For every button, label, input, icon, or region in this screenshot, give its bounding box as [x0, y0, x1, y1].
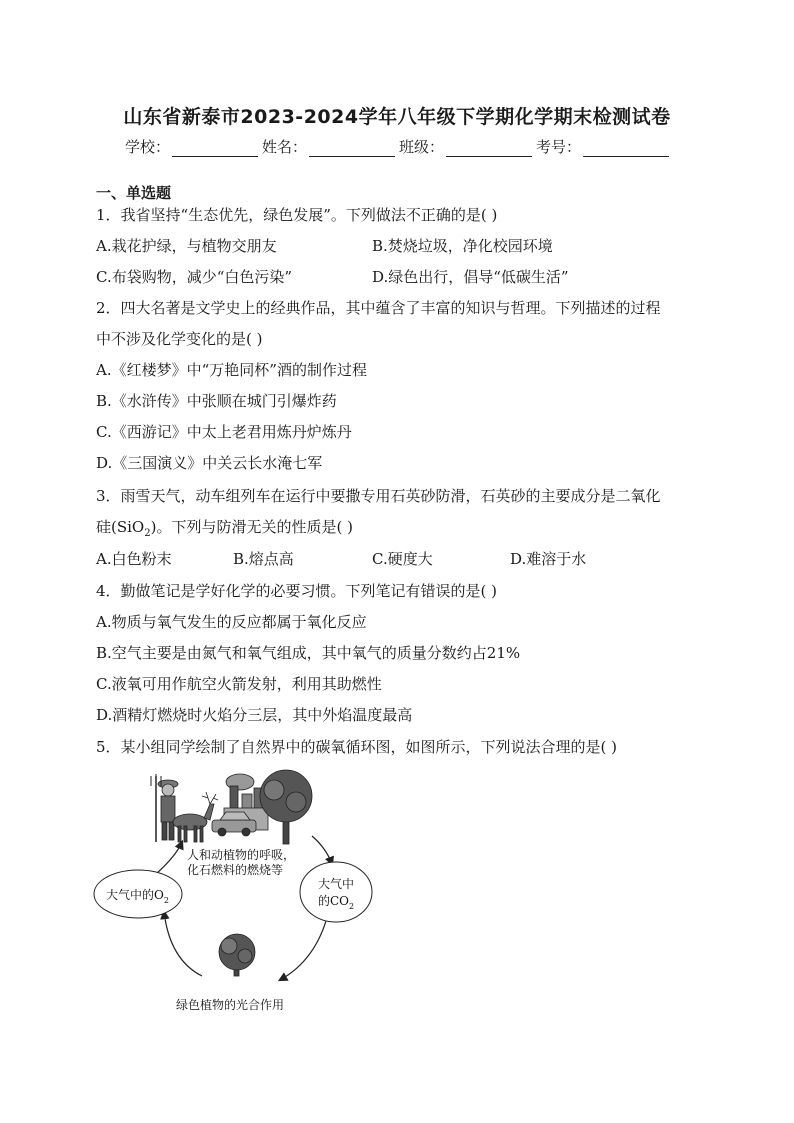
q1-option-a[interactable]: A.栽花护绿，与植物交朋友 — [96, 237, 277, 255]
arrow-o2-to-top — [156, 842, 182, 874]
tree-icon — [260, 770, 312, 844]
q1-option-b[interactable]: B.焚烧垃圾，净化校园环境 — [372, 237, 553, 255]
farmer-icon — [151, 774, 178, 842]
number-field[interactable]: 考号： — [536, 136, 669, 157]
deer-icon — [173, 792, 218, 842]
respiration-label-line2: 化石燃料的燃烧等 — [187, 863, 284, 877]
arrow-plant-to-o2 — [164, 912, 202, 976]
q1-option-d[interactable]: D.绿色出行，倡导“低碳生活” — [372, 268, 569, 286]
q2-option-a[interactable]: A.《红楼梦》中“万艳同杯”酒的制作过程 — [96, 361, 367, 379]
co2-label-line1: 大气中 — [318, 877, 355, 891]
section-heading: 一、单选题 — [96, 184, 172, 202]
q2-option-c[interactable]: C.《西游记》中太上老君用炼丹炉炼丹 — [96, 423, 352, 441]
q3-option-b[interactable]: B.熔点高 — [233, 550, 294, 568]
question-1-stem: 1．我省坚持“生态优先，绿色发展”。下列做法不正确的是( ) — [96, 206, 498, 224]
respiration-label-line1: 人和动植物的呼吸， — [187, 848, 296, 862]
school-field[interactable]: 学校： — [125, 136, 258, 157]
photosynthesis-label: 绿色植物的光合作用 — [176, 998, 285, 1012]
q4-option-c[interactable]: C.液氧可用作航空火箭发射，利用其助燃性 — [96, 675, 382, 693]
carbon-oxygen-cycle-diagram — [90, 768, 355, 1018]
q4-option-b[interactable]: B.空气主要是由氮气和氧气组成，其中氧气的质量分数约占21% — [96, 644, 521, 662]
q2-option-d[interactable]: D.《三国演义》中关云长水淹七军 — [96, 454, 323, 472]
q3-option-a[interactable]: A.白色粉末 — [96, 550, 172, 568]
class-field[interactable]: 班级： — [399, 136, 532, 157]
green-plant-icon — [219, 934, 255, 976]
co2-circle — [300, 862, 372, 922]
question-3-stem-line2: 硅(SiO$_2$)。下列与防滑无关的性质是( ) — [96, 518, 353, 539]
q3-option-c[interactable]: C.硬度大 — [372, 550, 433, 568]
question-5-stem: 5．某小组同学绘制了自然界中的碳氧循环图，如图所示，下列说法合理的是( ) — [96, 738, 618, 756]
co2-label-line2: 的$CO_2$ — [318, 894, 355, 911]
exam-title: 山东省新泰市2023-2024学年八年级下学期化学期末检测试卷 — [123, 106, 671, 128]
question-2-stem-line2: 中不涉及化学变化的是( ) — [96, 330, 263, 348]
question-4-stem: 4．勤做笔记是学好化学的必要习惯。下列笔记有错误的是( ) — [96, 582, 498, 600]
question-3-stem-line1: 3．雨雪天气，动车组列车在运行中要撒专用石英砂防滑，石英砂的主要成分是二氧化 — [96, 487, 661, 505]
name-field[interactable]: 姓名： — [262, 136, 395, 157]
arrow-co2-to-plant — [280, 914, 328, 980]
q3-option-d[interactable]: D.难溶于水 — [510, 550, 587, 568]
q1-option-c[interactable]: C.布袋购物，减少“白色污染” — [96, 268, 293, 286]
question-2-stem-line1: 2．四大名著是文学史上的经典作品，其中蕴含了丰富的知识与哲理。下列描述的过程 — [96, 299, 661, 317]
student-info — [0, 136, 794, 157]
q2-option-b[interactable]: B.《水浒传》中张顺在城门引爆炸药 — [96, 392, 337, 410]
o2-label: 大气中的$O_2$ — [106, 888, 169, 905]
arrow-top-to-co2 — [312, 836, 332, 864]
q4-option-a[interactable]: A.物质与氧气发生的反应都属于氧化反应 — [96, 613, 367, 631]
cycle-illustration — [90, 768, 355, 1018]
q4-option-d[interactable]: D.酒精灯燃烧时火焰分三层，其中外焰温度最高 — [96, 706, 413, 724]
